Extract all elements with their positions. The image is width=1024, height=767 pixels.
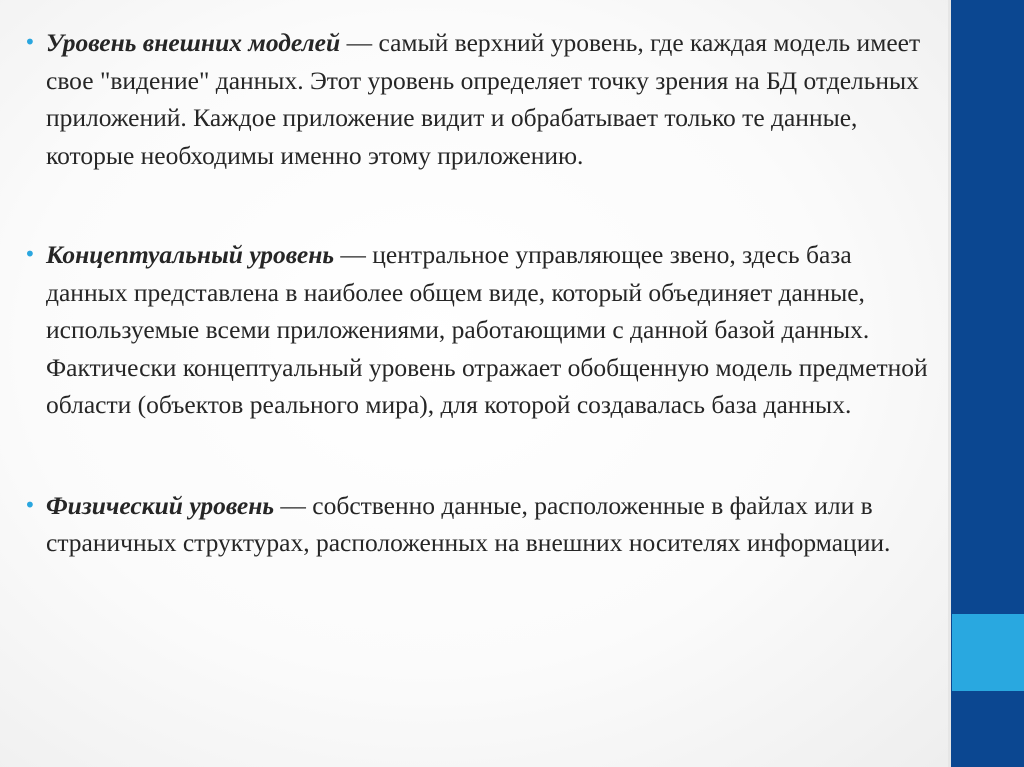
slide-content: [24, 24, 934, 562]
bullet-text: — центральное управляющее звено, здесь база данных представлена в наиболее общем виде, который объединяет данные, используемые всеми приложениями, работающими с данной базой данных. Фактически концептуальный уровень отражает обобщенную модель предметной области (объектов реального мира), для которой создавалась база данных.: [46, 240, 928, 419]
bullet-dot-icon: •: [24, 242, 36, 266]
bullet-text: — самый верхний уровень, где каждая модель имеет свое "видение" данных. Этот уровень определяет точку зрения на БД отдельных приложений. Каждое приложение видит и обрабатывает только те данные, которые необходимы именно этому приложению.: [46, 28, 921, 170]
bullet-dot-icon: •: [24, 30, 36, 54]
bullet-text: — собственно данные, расположенные в файлах или в страничных структурах, расположенных на внешних носителях информации.: [46, 490, 891, 557]
bullet-term: Уровень внешних моделей: [46, 28, 341, 57]
bullet-term: Концептуальный уровень: [46, 240, 335, 269]
bullet-item-conceptual-level: [24, 236, 934, 424]
bullet-item-physical-level: [24, 487, 934, 562]
sidebar-divider: [948, 0, 951, 767]
sidebar-accent-block: [952, 614, 1024, 691]
bullet-term: Физический уровень: [46, 490, 275, 520]
bullet-item-external-level: [24, 24, 934, 174]
bullet-dot-icon: •: [24, 492, 36, 517]
